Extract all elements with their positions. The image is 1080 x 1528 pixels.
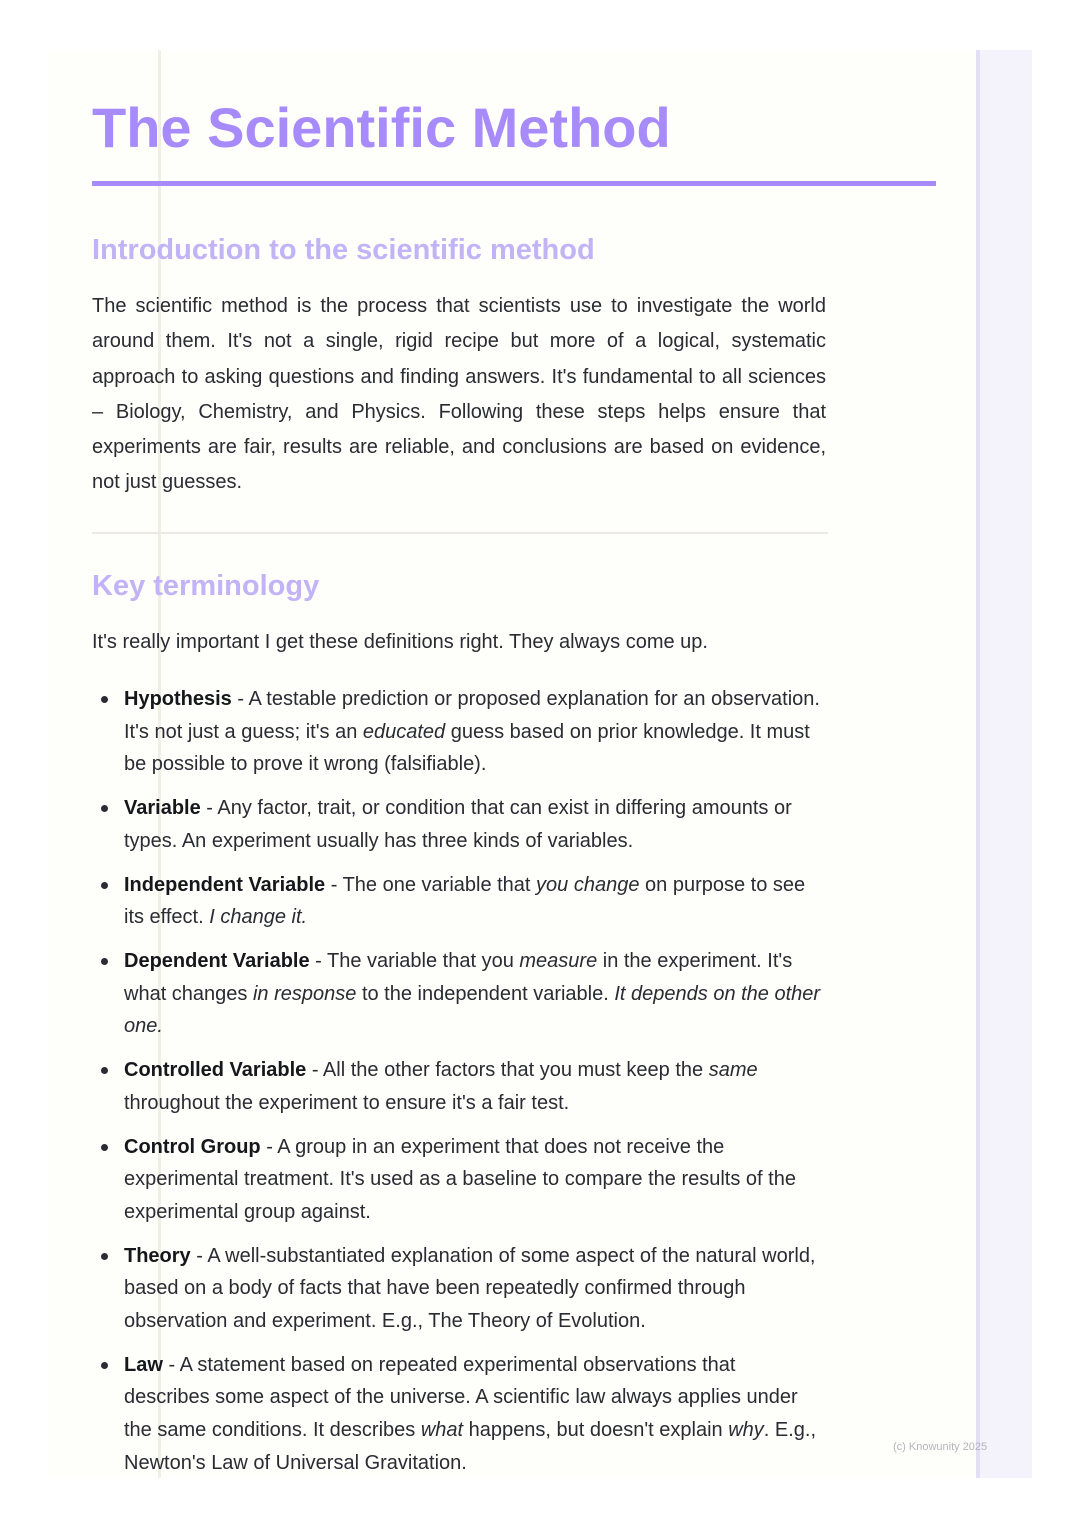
term-item-independent-variable [92,869,822,934]
term-definition-text: - Any factor, trait, or condition that can exist in differing amounts or types. An experiment usually has three kinds of variables. [124,797,792,852]
terminology-list [92,683,822,1490]
term-name: Independent Variable [124,873,326,896]
term-definition-text: - All the other factors that you must keep the [306,1059,709,1082]
term-name: Control Group [124,1135,261,1158]
term-emphasis: why [728,1418,764,1441]
term-definition-text: - A testable prediction or proposed explanation for an observation. It's not just a guess; it's an [124,688,820,743]
term-definition-text: - The variable that you [309,950,520,973]
term-name: Variable [124,797,201,820]
term-item-controlled-variable [92,1054,822,1119]
page-title: The Scientific Method [92,96,671,159]
term-emphasis: in response [252,982,357,1005]
term-definition-text: - A group in an experiment that does not receive the experimental treatment. It's used as a baseline to compare the results of the experimental group against. [124,1135,796,1223]
term-definition-text: on purpose to see its effect. [124,873,806,929]
term-name: Dependent Variable [124,950,310,973]
term-item-variable [92,792,822,857]
term-definition-text: - A statement based on repeated experimental observations that describes some aspect of the universe. A scientific law always applies under the same conditions. It describes [124,1353,798,1441]
terminology-lead: It's really important I get these definitions right. They always come up. [92,631,708,653]
term-definition-text: happens, but doesn't explain [463,1418,729,1441]
term-name: Controlled Variable [124,1059,307,1082]
term-emphasis: measure [519,950,598,973]
intro-paragraph: The scientific method is the process that scientists use to investigate the world around them. It's not a single, rigid recipe but more of a logical, systematic approach to asking questions and finding answers. It's fundamental to all sciences – Biology, Chemistry, and Physics. Following these steps helps ensure that experiments are fair, results are reliable, and conclusions are based on evidence, not just guesses. [92,295,826,494]
term-definition-text: throughout the experiment to ensure it's a fair test. [124,1091,570,1114]
term-item-theory [92,1240,822,1338]
term-definition-text: - The one variable that [325,873,537,896]
copyright-footer: (c) Knowunity 2025 [893,1441,988,1453]
term-name: Theory [124,1244,191,1267]
terminology-heading: Key terminology [92,570,320,602]
term-definition-text: - A well-substantiated explanation of some aspect of the natural world, based on a body of facts that have been repeatedly confirmed through observation and experiment. E.g., The Theory of Evolution. [124,1244,816,1332]
term-name: Law [124,1353,163,1376]
term-name: Hypothesis [124,688,232,710]
section-divider [92,532,828,534]
term-emphasis: It depends on the other one. [124,982,821,1038]
term-emphasis: what [420,1418,464,1441]
term-emphasis: I change it. [209,906,308,929]
term-definition-text: to the independent variable. [356,982,615,1005]
term-item-hypothesis [92,683,822,781]
term-item-control-group [92,1131,822,1229]
term-definition-text: . E.g., Newton's Law of Universal Gravitation. [124,1418,817,1474]
term-emphasis: educated [362,720,446,743]
term-definition-text: guess based on prior knowledge. It must be possible to prove it wrong (falsifiable). [124,720,810,776]
title-underline [92,181,936,186]
intro-heading: Introduction to the scientific method [92,234,595,266]
term-emphasis: you change [536,873,640,896]
term-definition-text: in the experiment. It's what changes [124,950,793,1005]
term-emphasis: same [708,1059,758,1082]
term-item-dependent-variable [92,945,822,1043]
term-item-law [92,1349,822,1479]
right-sidebar-strip [976,50,1032,1478]
